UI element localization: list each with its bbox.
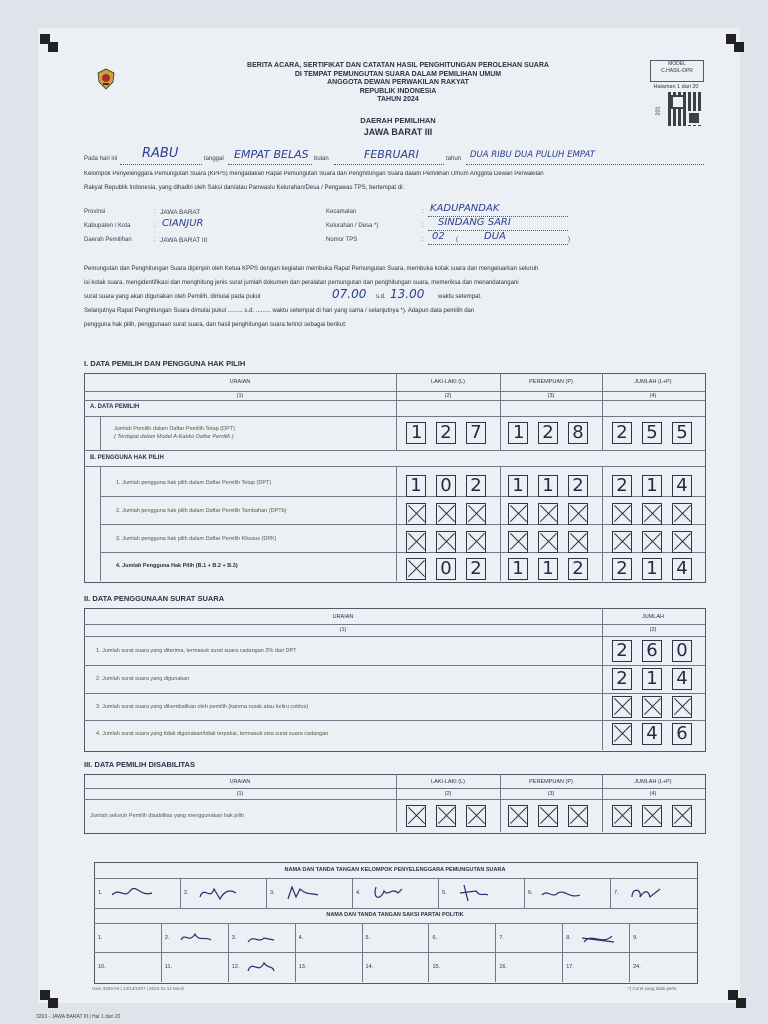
section-1-title: I. DATA PEMILIH DAN PENGGUNA HAK PILIH [84, 359, 246, 368]
paragraph-line-3b: waktu setempat. [438, 294, 482, 300]
s2-row-1-jumlah-digit-1: 2 [612, 640, 632, 662]
s2-row-2-jumlah-digit-3: 4 [672, 668, 692, 690]
dapil-value: JAWA BARAT III [160, 237, 208, 244]
qr-code-icon [668, 92, 702, 126]
section-3-title: III. DATA PEMILIH DISABILITAS [84, 760, 195, 769]
kecamatan-line [428, 210, 568, 217]
page-indicator: Halaman 1 dari 20 [653, 84, 699, 90]
tps-number-value: 02 [432, 231, 445, 242]
saksi-title: NAMA DAN TANDA TANGAN SAKSI PARTAI POLITIK [326, 912, 464, 918]
s2-head-uraian: URAIAN [332, 614, 354, 620]
corner-marker-bottom-right-2 [736, 998, 746, 1008]
b-row-1-jumlah-digit-2: 1 [642, 475, 662, 497]
bulan-label: bulan [314, 156, 329, 162]
b-row-4-laki-digit-2: 0 [436, 558, 456, 580]
footer-note: *) Coret yang tidak perlu [628, 986, 677, 991]
corner-marker-top-left-2 [48, 42, 58, 52]
s3-head-perempuan: PEREMPUAN (P) [529, 779, 573, 785]
a-perempuan-digit-2: 2 [538, 422, 558, 444]
s3-col-num-2: (2) [444, 791, 452, 797]
b-row-4-jumlah-digit-1: 2 [612, 558, 632, 580]
b-row-2-perempuan-digit-2 [538, 503, 558, 525]
tahun-label: tahun [446, 156, 462, 162]
a-laki-digit-3: 7 [466, 422, 486, 444]
saksi-row1-signature-2 [177, 928, 221, 948]
s3-head-uraian: URAIAN [229, 779, 251, 785]
dapil-label: Daerah Pemilihan [84, 237, 132, 243]
b-row-1-perempuan-digit-1: 1 [508, 475, 528, 497]
kpps-signature-2 [196, 883, 240, 903]
model-label: MODEL [668, 61, 686, 67]
b-row-2-laki-digit-1 [406, 503, 426, 525]
paragraph-line-3a: surat suara yang akan digunakan oleh Pemilih, dimulai pada pukul [84, 294, 261, 300]
saksi-row1-number-6: 6. [432, 934, 438, 941]
saksi-row1-signature-8 [578, 928, 622, 948]
s1-col-num-4: (4) [649, 393, 657, 399]
s1-head-uraian: URAIAN [229, 379, 251, 385]
s3-col-num-4: (4) [649, 791, 657, 797]
s3-laki-digit-3 [466, 805, 486, 827]
corner-marker-top-right-2 [734, 42, 744, 52]
document-title [178, 62, 618, 105]
kelurahan-value: SINDANG SARI [438, 217, 511, 228]
b-row-4-laki-digit-3: 2 [466, 558, 486, 580]
s2-row-4-jumlah-digit-2: 4 [642, 723, 662, 745]
s1-b-title: B. PENGGUNA HAK PILIH [90, 455, 164, 461]
saksi-row2-number-8: 17. [566, 964, 574, 970]
section-2-title: II. DATA PENGGUNAAN SURAT SUARA [84, 594, 225, 603]
a-perempuan-digit-3: 8 [568, 422, 588, 444]
opening-line-3: Rakyat Republik Indonesia, yang dihadiri oleh Saksi dan/atau Panwaslu Kelurahan/Desa / Pengawas TPS, bertempat di: [84, 185, 405, 191]
paragraph-line-1: Pemungutan dan Penghitungan Suara dipimpin oleh Ketua KPPS dengan kegiatan membuka Rapat Pemungutan Suara, membuka kotak suara dan mengeluarkan seluruh [84, 266, 539, 272]
daerah-label: DAERAH PEMILIHAN [360, 116, 436, 125]
b-row-1-perempuan-digit-2: 1 [538, 475, 558, 497]
a-jumlah-digit-1: 2 [612, 422, 632, 444]
s2-row-1-jumlah-digit-2: 6 [642, 640, 662, 662]
saksi-row2-signature-3 [244, 957, 288, 977]
s2-row-2-jumlah-digit-2: 1 [642, 668, 662, 690]
b-row-3-laki-digit-3 [466, 531, 486, 553]
b-row-1-laki-digit-3: 2 [466, 475, 486, 497]
hari-value: RABU [142, 146, 179, 161]
s2-row-3-label: 3. Jumlah surat suara yang dikembalikan oleh pemilih (karena rusak atau keliru coblos) [96, 704, 309, 710]
s3-laki-digit-1 [406, 805, 426, 827]
kpps-number-3: 3. [270, 890, 275, 896]
kpps-signature-5 [454, 883, 498, 903]
sd-label: s.d. [376, 294, 386, 300]
tahun-value: DUA RIBU DUA PULUH EMPAT [470, 150, 595, 160]
kabupaten-label: Kabupaten / Kota [84, 223, 131, 229]
b-row-3-perempuan-digit-3 [568, 531, 588, 553]
kpps-signature-7 [626, 883, 670, 903]
b-row-4-jumlah-digit-2: 1 [642, 558, 662, 580]
model-box [650, 60, 704, 82]
document-sheet: BERITA ACARA, SERTIFIKAT DAN CATATAN HASIL PENGHITUNGAN PEROLEHAN SUARA DI TEMPAT PEMUNGUTAN SUARA DALAM PEMILIHAN UMUM ANGGOTA DEWAN PERWAKILAN RAKYAT REPUBLIK INDONESIA TAHUN 2024 DAERAH PEMILIHAN JAWA BARAT III MODEL C.HASIL-DPR Halaman 1 dari 20 201 Pada hari ini RABU tanggal EMPAT BELAS bulan FEBRUARI tahun DUA RIBU DUA PULUH EMPAT Kelompok Penyelenggara Pemungutan Suara (KPPS) mengadakan Rapat Pemungutan Suara dan Penghitungan Suara dalam Pemilihan Umum Anggota Dewan Perwakilan Rakyat Republik Indonesia, yang dihadiri oleh Saksi dan/atau Panwaslu Kelurahan/Desa / Pengawas TPS, bertempat di: Provinsi : JAWA BARAT Kabupaten / Kota : CIANJUR Daerah Pemilihan : JAWA BARAT III Kecamatan : KADUPANDAK Kelurahan / Desa *) : SINDANG SARI Nomor TPS : 02 ( DUA ) Pemungutan dan Penghitungan Suara dipimpin oleh Ketua KPPS dengan kegiatan membuka Rapat Pemungutan Suara, membuka kotak suara dan mengeluarkan seluruh isi kotak suara, mengidentifikasi dan menghitung jenis surat jumlah dokumen dan peralatan pemungutan dan penghitungan suara, memeriksa dan menandatangani surat suara yang akan digunakan oleh Pemilih, dimulai pada pukul 07.00 s.d. 13.00 waktu setempat. Selanjutnya Rapat Penghitungan Suara dimulai pukul ......... s.d. ......... waktu setempat di hari yang sama / selanjutnya *). Adapun data pemilih dan pengguna hak pilih, penggunaan surat suara, dan hasil penghitungan suara terinci sebagai berikut: I. DATA PEMILIH DAN PENGGUNA HAK PILIH URAIAN LAKI-LAKI (L) PEREMPUAN (P) JUMLAH (L+P) (1) (2) (3) (4) A. DATA PEMILIH Jumlah Pemilih dalam Daftar Pemilih Tetap (DPT) ( Terdapat dalam Model A-Kabko Daftar Pemilih ) B. PENGGUNA HAK PILIH 2 7 1 1 2 8 2 5 5 1. Jumlah pengguna hak pilih dalam Daftar Pemilih Tetap (DPT) 2. Jumlah pengguna hak pilih dalam Daftar Pemilih Tambahan (DPTb) 3. Jumlah pengguna hak pilih dalam Daftar Pemilih Khusus (DPK) 4. Jumlah Pengguna Hak Pilih (B.1 + B.2 + B.3) 1 0 2 1 1 2 2 1 4 0 2 1 1 2 2 1 4 II. DATA PENGGUNAAN SURAT SUARA URAIAN JUMLAH (1) (2) 1. Jumlah surat suara yang diterima, termasuk surat suara cadangan 2% dari DPT 2. Jumlah surat suara yang digunakan 3. Jumlah surat suara yang dikembalikan oleh pemilih (karena rusak atau keliru coblos) 4. Jumlah surat suara yang tidak digunakan/tidak terpakai, termasuk sisa surat suara cadangan 2 6 0 2 1 4 4 6 III. DATA PEMILIH DISABILITAS URAIAN LAKI-LAKI (L) PEREMPUAN (P) JUMLAH (L+P) (1) (2) (3) (4) Jumlah seluruh Pemilih disabilitas yang menggunakan hak pilih NAMA DAN TANDA TANGAN KELOMPOK PENYELENGGARA PEMUNGUTAN SUARA NAMA DAN TANDA TANGAN SAKSI PARTAI POLITIK 1. 2. 3. 4. 5. 6. 7. 1. 2. 3. 4. 5. 6. 7. 8. 9. 10. 11. 12. 13. 14. 15. 16. 17. 24. User 3203-04 | 13/14/1007 | 2024-11-14 Mock *) Coret yang tidak perlu [38, 28, 740, 1003]
model-value: C.HASIL-DPR [661, 68, 693, 74]
s3-perempuan-digit-1 [508, 805, 528, 827]
paragraph-line-4: Selanjutnya Rapat Penghitungan Suara dimulai pukul ......... s.d. ......... waktu setempat di hari yang sama / selanjutnya *). Adapun data pemilih dan [84, 308, 475, 314]
page-footer: 3203 - JAWA BARAT III | Hal 1 dari 20 [36, 1014, 121, 1020]
s2-row-1-label: 1. Jumlah surat suara yang diterima, termasuk surat suara cadangan 2% dari DPT [96, 648, 297, 654]
b-row-1-label: 1. Jumlah pengguna hak pilih dalam Daftar Pemilih Tetap (DPT) [116, 480, 272, 486]
b-row-4-perempuan-digit-1: 1 [508, 558, 528, 580]
s1-head-perempuan: PEREMPUAN (P) [529, 379, 573, 385]
b-row-2-label: 2. Jumlah pengguna hak pilih dalam Daftar Pemilih Tambahan (DPTb) [116, 508, 287, 514]
s2-row-3-jumlah-digit-2 [642, 696, 662, 718]
saksi-row1-number-5: 5. [365, 934, 371, 941]
b-row-3-jumlah-digit-1 [612, 531, 632, 553]
s1-col-num-3: (3) [547, 393, 555, 399]
b-row-1-perempuan-digit-3: 2 [568, 475, 588, 497]
a-jumlah-digit-2: 5 [642, 422, 662, 444]
title-line-1: BERITA ACARA, SERTIFIKAT DAN CATATAN HASIL PENGHITUNGAN PEROLEHAN SUARA [247, 62, 549, 69]
b-row-2-jumlah-digit-2 [642, 503, 662, 525]
kabupaten-value: CIANJUR [162, 218, 204, 229]
s3-laki-digit-2 [436, 805, 456, 827]
b-row-4-laki-digit-1 [406, 558, 426, 580]
provinsi-label: Provinsi [84, 209, 106, 215]
s1-col-num-1: (1) [236, 393, 244, 399]
s1-head-jumlah: JUMLAH (L+P) [634, 379, 672, 385]
kpps-number-5: 5. [442, 890, 447, 896]
b-row-1-laki-digit-1: 1 [406, 475, 426, 497]
b-row-3-jumlah-digit-2 [642, 531, 662, 553]
s3-jumlah-digit-2 [642, 805, 662, 827]
title-line-2: DI TEMPAT PEMUNGUTAN SUARA DALAM PEMILIHAN UMUM [294, 70, 502, 78]
s3-head-laki: LAKI-LAKI (L) [431, 779, 465, 785]
saksi-row1-number-7: 7. [499, 934, 504, 941]
b-row-2-jumlah-digit-1 [612, 503, 632, 525]
jam-mulai-value: 07.00 [332, 287, 367, 301]
s2-head-jumlah: JUMLAH [641, 614, 664, 620]
kelurahan-label: Kelurahan / Desa *) [326, 223, 379, 229]
saksi-row1-signature-3 [244, 928, 288, 948]
s2-col-num-2: (2) [649, 627, 657, 633]
b-row-2-perempuan-digit-1 [508, 503, 528, 525]
saksi-row1-number-9: 9. [633, 934, 638, 941]
a-perempuan-one: 1 [513, 422, 525, 443]
tanggal-label: tanggal [204, 156, 224, 162]
b-row-4-perempuan-digit-3: 2 [568, 558, 588, 580]
s3-col-num-3: (3) [547, 791, 555, 797]
s3-row-label: Jumlah seluruh Pemilih disabilitas yang menggunakan hak pilih [90, 813, 245, 819]
saksi-row2-number-3: 12. [231, 964, 240, 970]
saksi-row2-number-7: 16. [499, 964, 507, 970]
b-row-1-laki-digit-2: 0 [436, 475, 456, 497]
tps-line [428, 238, 568, 245]
s2-row-2-jumlah-digit-1: 2 [612, 668, 632, 690]
title-line-5: TAHUN 2024 [377, 96, 419, 103]
a-laki-digit-2: 2 [436, 422, 456, 444]
saksi-row1-number-2: 2. [164, 934, 170, 941]
b-row-3-laki-digit-2 [436, 531, 456, 553]
b-row-3-perempuan-digit-2 [538, 531, 558, 553]
b-row-3-label: 3. Jumlah pengguna hak pilih dalam Daftar Pemilih Khusus (DPK) [116, 536, 277, 542]
kpps-signature-6 [540, 883, 584, 903]
s3-jumlah-digit-3 [672, 805, 692, 827]
kpps-number-4: 4. [356, 890, 361, 896]
a-laki-one: 1 [411, 422, 423, 443]
s3-jumlah-digit-1 [612, 805, 632, 827]
saksi-row2-number-5: 14. [365, 964, 374, 970]
a-jumlah-digit-3: 5 [672, 422, 692, 444]
b-row-3-laki-digit-1 [406, 531, 426, 553]
tps-text-value: DUA [484, 231, 506, 242]
tps-label: Nomor TPS [326, 237, 358, 243]
b-row-1-jumlah-digit-1: 2 [612, 475, 632, 497]
s2-row-4-jumlah-digit-3: 6 [672, 723, 692, 745]
saksi-row2-number-4: 13. [298, 964, 307, 970]
s2-row-4-label: 4. Jumlah surat suara yang tidak digunakan/tidak terpakai, termasuk sisa surat suara cadangan [96, 731, 329, 737]
kelurahan-line [428, 224, 568, 231]
s2-row-1-jumlah-digit-3: 0 [672, 640, 692, 662]
jam-selesai-value: 13.00 [390, 287, 425, 301]
footer-code: User 3203-04 | 13/14/1007 | 2024-11-14 Mock [92, 986, 184, 991]
s1-a-row-label-2: ( Terdapat dalam Model A-Kabko Daftar Pemilih ) [114, 434, 234, 440]
kpps-number-7: 7. [614, 890, 619, 896]
saksi-row2-number-2: 11. [164, 964, 173, 970]
b-row-1-jumlah-digit-3: 4 [672, 475, 692, 497]
s3-perempuan-digit-3 [568, 805, 588, 827]
s2-row-2-label: 2. Jumlah surat suara yang digunakan [96, 676, 190, 682]
saksi-row1-number-4: 4. [298, 934, 304, 941]
b-row-3-jumlah-digit-3 [672, 531, 692, 553]
qr-number: 201 [655, 106, 662, 116]
s2-row-4-jumlah-digit-1 [612, 723, 632, 745]
b-row-2-laki-digit-2 [436, 503, 456, 525]
s3-col-num-1: (1) [236, 791, 244, 797]
s1-a-title: A. DATA PEMILIH [90, 404, 140, 410]
kpps-title: NAMA DAN TANDA TANGAN KELOMPOK PENYELENGGARA PEMUNGUTAN SUARA [284, 867, 506, 873]
paragraph-line-5: pengguna hak pilih, penggunaan surat suara, dan hasil penghitungan suara terinci sebagai berikut: [84, 322, 347, 328]
kpps-signature-1 [110, 883, 154, 903]
saksi-row1-number-8: 8. [566, 934, 571, 941]
tanggal-value: EMPAT BELAS [234, 148, 309, 161]
daerah-value: JAWA BARAT III [363, 127, 433, 137]
s3-head-jumlah: JUMLAH (L+P) [634, 779, 672, 785]
title-line-4: REPUBLIK INDONESIA [359, 87, 437, 95]
kpu-logo-icon [96, 68, 116, 90]
provinsi-value: JAWA BARAT [160, 209, 201, 216]
s2-col-num-1: (1) [339, 627, 347, 633]
saksi-row1-number-1: 1. [98, 934, 103, 941]
kpps-signature-4 [368, 883, 412, 903]
kpps-signature-3 [282, 883, 326, 903]
b-row-4-perempuan-digit-2: 1 [538, 558, 558, 580]
saksi-row1-number-3: 3. [231, 934, 237, 941]
b-row-2-perempuan-digit-3 [568, 503, 588, 525]
saksi-row2-number-6: 15. [432, 964, 441, 970]
b-row-2-laki-digit-3 [466, 503, 486, 525]
b-row-4-label: 4. Jumlah Pengguna Hak Pilih (B.1 + B.2 + B.3) [116, 563, 238, 569]
s1-col-num-2: (2) [444, 393, 452, 399]
kpps-number-1: 1. [98, 890, 103, 896]
corner-marker-bottom-left-2 [48, 998, 58, 1008]
kpps-number-6: 6. [528, 890, 533, 896]
kecamatan-value: KADUPANDAK [430, 203, 500, 214]
s1-a-row-label-1: Jumlah Pemilih dalam Daftar Pemilih Tetap (DPT) [114, 426, 235, 432]
s2-row-3-jumlah-digit-3 [672, 696, 692, 718]
saksi-row2-number-1: 10. [98, 964, 106, 970]
s3-perempuan-digit-2 [538, 805, 558, 827]
pada-hari-ini-label: Pada hari ini [84, 156, 118, 162]
b-row-3-perempuan-digit-1 [508, 531, 528, 553]
saksi-row2-number-9: 24. [633, 964, 641, 970]
title-line-3: ANGGOTA DEWAN PERWAKILAN RAKYAT [327, 79, 469, 86]
b-row-4-jumlah-digit-3: 4 [672, 558, 692, 580]
s2-row-3-jumlah-digit-1 [612, 696, 632, 718]
kpps-number-2: 2. [184, 890, 189, 896]
kecamatan-label: Kecamatan [326, 209, 357, 215]
opening-line-2: Kelompok Penyelenggara Pemungutan Suara (KPPS) mengadakan Rapat Pemungutan Suara dan Penghitungan Suara dalam Pemilihan Umum Anggota Dewan Perwakilan [84, 171, 544, 177]
b-row-2-jumlah-digit-3 [672, 503, 692, 525]
s1-head-laki: LAKI-LAKI (L) [431, 379, 465, 385]
paragraph-line-2: isi kotak suara, mengidentifikasi dan menghitung jenis surat jumlah dokumen dan peralatan pemungutan dan penghitungan suara, memeriksa dan menandatangani [84, 280, 519, 286]
bulan-value: FEBRUARI [364, 148, 419, 161]
